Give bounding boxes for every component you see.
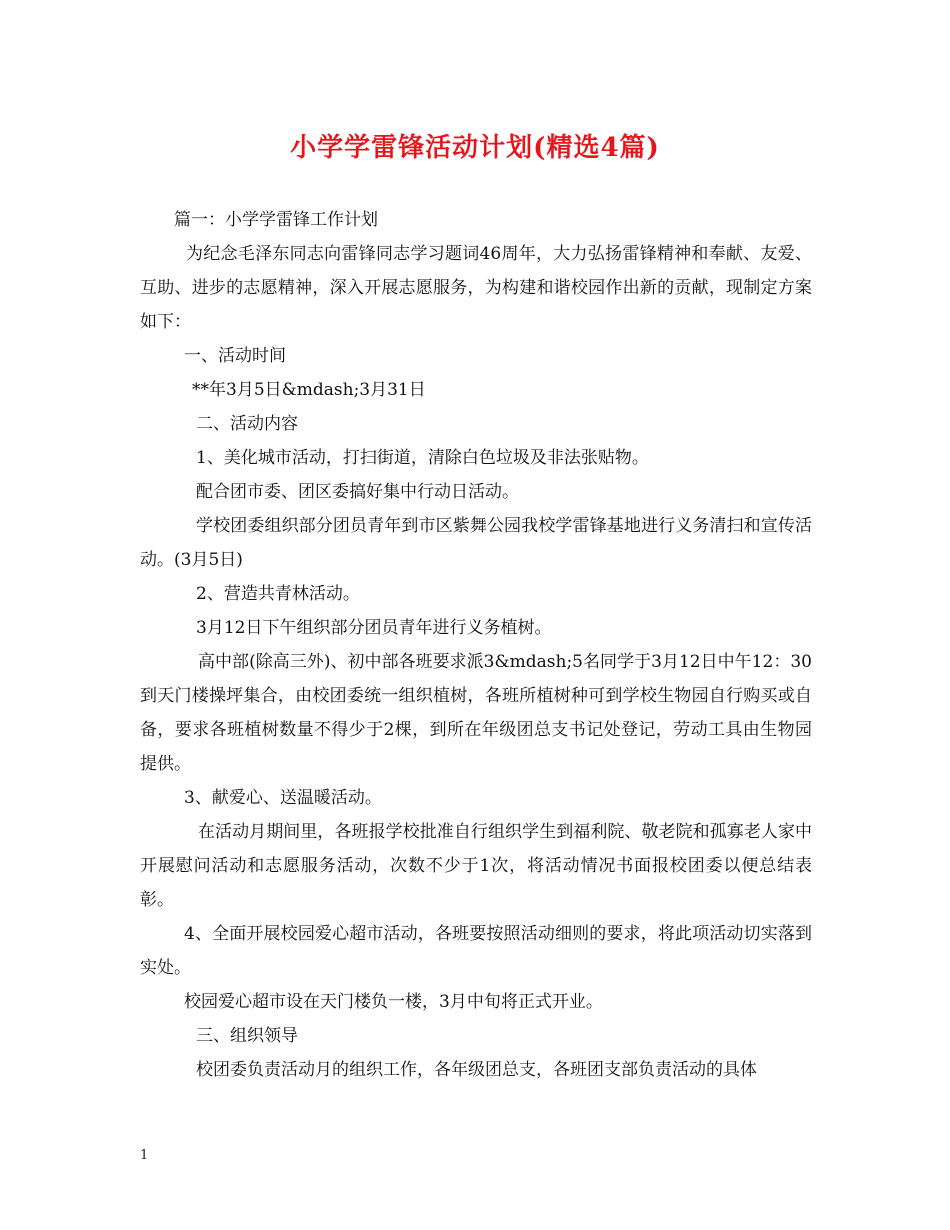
item-tree-planting: 2、营造共青林活动。 bbox=[196, 584, 360, 604]
item-love-supermarket: 4、全面开展校园爱心超市活动，各班要按照活动细则的要求，将此项活动切实落到实处。 bbox=[140, 924, 812, 978]
paragraph-cooperate: 配合团市委、团区委搞好集中行动日活动。 bbox=[196, 482, 519, 502]
document-title: 小学学雷锋活动计划(精选4篇) bbox=[290, 133, 660, 163]
paragraph-supermarket-location: 校园爱心超市设在天门楼负一楼，3月中旬将正式开业。 bbox=[184, 992, 603, 1012]
activity-date-range: **年3月5日&mdash;3月31日 bbox=[192, 380, 426, 400]
page-number: 1 bbox=[140, 1148, 149, 1163]
intro-paragraph: 为纪念毛泽东同志向雷锋同志学习题词46周年，大力弘扬雷锋精神和奉献、友爱、互助、进步的志愿精神，深入开展志愿服务，为构建和谐校园作出新的贡献，现制定方案如下： bbox=[140, 244, 812, 332]
paragraph-tree-planting-date: 3月12日下午组织部分团员青年进行义务植树。 bbox=[196, 618, 552, 638]
document-body bbox=[140, 203, 812, 1087]
paragraph-school-league: 学校团委组织部分团员青年到市区紫舞公园我校学雷锋基地进行义务清扫和宣传活动。(3月5日) bbox=[140, 516, 812, 570]
section-heading-part1: 篇一：小学学雷锋工作计划 bbox=[174, 210, 378, 230]
paragraph-tree-planting-details: 高中部(除高三外)、初中部各班要求派3&mdash;5名同学于3月12日中午12：30到天门楼操坪集合，由校团委统一组织植树，各班所植树种可到学校生物园自行购买或自备，要求各班植树数量不得少于2棵，到所在年级团总支书记处登记，劳动工具由生物园提供。 bbox=[140, 652, 812, 774]
heading-organization: 三、组织领导 bbox=[196, 1026, 298, 1046]
heading-activity-content: 二、活动内容 bbox=[196, 414, 298, 434]
heading-activity-time: 一、活动时间 bbox=[184, 346, 286, 366]
paragraph-organization: 校团委负责活动月的组织工作，各年级团总支，各班团支部负责活动的具体 bbox=[196, 1060, 757, 1080]
item-love-warmth: 3、献爱心、送温暖活动。 bbox=[184, 788, 382, 808]
paragraph-love-warmth-details: 在活动月期间里，各班报学校批准自行组织学生到福利院、敬老院和孤寡老人家中开展慰问活动和志愿服务活动，次数不少于1次，将活动情况书面报校团委以便总结表彰。 bbox=[140, 822, 812, 910]
item-beautify-city: 1、美化城市活动，打扫街道，清除白色垃圾及非法张贴物。 bbox=[196, 448, 649, 468]
